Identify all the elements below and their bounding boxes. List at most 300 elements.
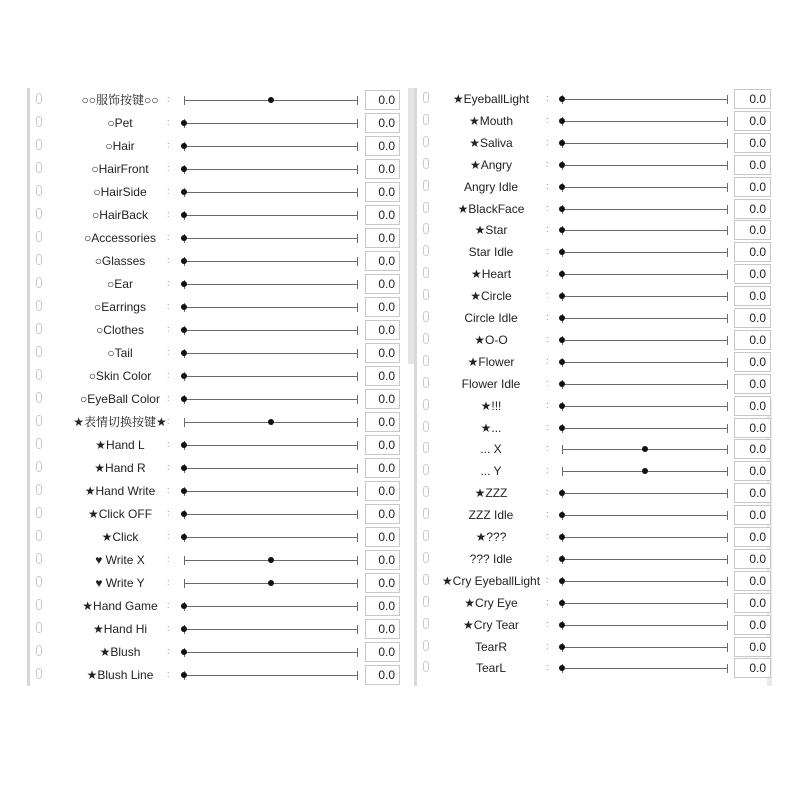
slider-track[interactable] xyxy=(184,146,358,147)
slider-max-tick xyxy=(727,336,728,345)
parameter-value-input[interactable]: 0.0 xyxy=(734,418,771,438)
slider-track[interactable] xyxy=(562,318,728,319)
parameter-value-input[interactable]: 0.0 xyxy=(734,308,771,328)
parameter-row xyxy=(30,595,411,617)
slider-knob[interactable] xyxy=(181,212,187,218)
slider-knob[interactable] xyxy=(559,359,565,365)
lock-icon[interactable] xyxy=(423,661,429,672)
lock-icon[interactable] xyxy=(36,300,42,311)
lock-icon[interactable] xyxy=(423,180,429,191)
lock-icon[interactable] xyxy=(423,355,429,366)
slider-track[interactable] xyxy=(562,647,728,648)
parameter-label: ♥ Write Y xyxy=(95,576,145,590)
parameter-value-input[interactable]: 0.0 xyxy=(365,228,400,248)
parameter-slider[interactable] xyxy=(562,110,728,132)
slider-track[interactable] xyxy=(562,143,728,144)
slider-knob[interactable] xyxy=(268,419,274,425)
lock-icon[interactable] xyxy=(36,507,42,518)
slider-knob[interactable] xyxy=(268,580,274,586)
parameter-slider[interactable] xyxy=(184,181,358,203)
slider-max-tick xyxy=(727,577,728,586)
slider-track[interactable] xyxy=(562,581,728,582)
lock-icon[interactable] xyxy=(423,552,429,563)
slider-track[interactable] xyxy=(184,514,358,515)
parameter-value-input[interactable]: 0.0 xyxy=(365,159,400,179)
slider-knob[interactable] xyxy=(268,557,274,563)
parameter-value-input[interactable]: 0.0 xyxy=(365,343,400,363)
slider-track[interactable] xyxy=(562,668,728,669)
slider-knob[interactable] xyxy=(268,97,274,103)
slider-knob[interactable] xyxy=(181,488,187,494)
parameter-value-input[interactable]: 0.0 xyxy=(365,389,400,409)
parameter-value-input[interactable]: 0.0 xyxy=(734,439,771,459)
lock-icon[interactable] xyxy=(36,162,42,173)
slider-max-tick xyxy=(727,183,728,192)
slider-knob[interactable] xyxy=(559,665,565,671)
parameter-value-input[interactable]: 0.0 xyxy=(734,133,771,153)
parameter-slider[interactable] xyxy=(562,88,728,110)
parameter-value-input[interactable]: 0.0 xyxy=(365,320,400,340)
parameter-slider[interactable] xyxy=(562,198,728,220)
lock-icon[interactable] xyxy=(423,202,429,213)
slider-track[interactable] xyxy=(184,399,358,400)
slider-track[interactable] xyxy=(562,406,728,407)
lock-icon[interactable] xyxy=(36,93,42,104)
slider-knob[interactable] xyxy=(559,556,565,562)
slider-knob[interactable] xyxy=(559,96,565,102)
slider-knob[interactable] xyxy=(181,189,187,195)
slider-track[interactable] xyxy=(184,376,358,377)
lock-icon[interactable] xyxy=(423,311,429,322)
parameter-slider[interactable] xyxy=(562,219,728,241)
parameter-value-input[interactable]: 0.0 xyxy=(734,286,771,306)
lock-icon[interactable] xyxy=(36,116,42,127)
parameter-value-input[interactable]: 0.0 xyxy=(365,504,400,524)
slider-knob[interactable] xyxy=(559,118,565,124)
parameter-slider[interactable] xyxy=(184,503,358,525)
lock-icon[interactable] xyxy=(36,645,42,656)
slider-knob[interactable] xyxy=(559,162,565,168)
parameter-value-input[interactable]: 0.0 xyxy=(365,435,400,455)
parameter-slider[interactable] xyxy=(184,135,358,157)
lock-icon[interactable] xyxy=(423,486,429,497)
slider-knob[interactable] xyxy=(181,465,187,471)
parameter-value-input[interactable]: 0.0 xyxy=(365,90,400,110)
slider-knob[interactable] xyxy=(559,622,565,628)
slider-knob[interactable] xyxy=(559,425,565,431)
lock-icon[interactable] xyxy=(423,92,429,103)
slider-track[interactable] xyxy=(184,468,358,469)
lock-icon[interactable] xyxy=(36,369,42,380)
parameter-value-input[interactable]: 0.0 xyxy=(365,274,400,294)
separator: : xyxy=(167,255,170,265)
slider-knob[interactable] xyxy=(559,227,565,233)
lock-icon[interactable] xyxy=(423,289,429,300)
slider-track[interactable] xyxy=(184,652,358,653)
parameter-value-input[interactable]: 0.0 xyxy=(365,458,400,478)
lock-icon[interactable] xyxy=(423,114,429,125)
parameter-slider[interactable] xyxy=(184,572,358,594)
lock-icon[interactable] xyxy=(36,438,42,449)
parameter-label: ★O-O xyxy=(474,332,508,347)
parameter-row xyxy=(30,503,411,525)
parameter-slider[interactable] xyxy=(562,373,728,395)
lock-icon[interactable] xyxy=(36,346,42,357)
parameter-value-input[interactable]: 0.0 xyxy=(734,615,771,635)
slider-track[interactable] xyxy=(562,187,728,188)
slider-track[interactable] xyxy=(562,625,728,626)
slider-knob[interactable] xyxy=(642,446,648,452)
slider-track[interactable] xyxy=(184,445,358,446)
parameter-slider[interactable] xyxy=(562,154,728,176)
slider-track[interactable] xyxy=(184,123,358,124)
parameter-slider[interactable] xyxy=(562,329,728,351)
parameter-value-input[interactable]: 0.0 xyxy=(734,111,771,131)
parameter-value-input[interactable]: 0.0 xyxy=(734,330,771,350)
lock-icon[interactable] xyxy=(36,576,42,587)
slider-knob[interactable] xyxy=(559,644,565,650)
slider-knob[interactable] xyxy=(181,396,187,402)
parameter-slider[interactable] xyxy=(184,296,358,318)
parameter-row xyxy=(30,158,411,180)
parameter-slider[interactable] xyxy=(184,250,358,272)
slider-track[interactable] xyxy=(184,675,358,676)
parameter-slider[interactable] xyxy=(562,657,728,679)
lock-icon[interactable] xyxy=(423,596,429,607)
parameter-slider[interactable] xyxy=(184,480,358,502)
slider-track[interactable] xyxy=(184,169,358,170)
slider-max-tick xyxy=(727,643,728,652)
parameter-value-input[interactable]: 0.0 xyxy=(734,637,771,657)
slider-knob[interactable] xyxy=(559,490,565,496)
parameter-value-input[interactable]: 0.0 xyxy=(734,396,771,416)
slider-knob[interactable] xyxy=(181,258,187,264)
slider-track[interactable] xyxy=(184,238,358,239)
parameter-value-input[interactable]: 0.0 xyxy=(734,505,771,525)
slider-knob[interactable] xyxy=(181,672,187,678)
parameter-value-input[interactable]: 0.0 xyxy=(734,483,771,503)
slider-knob[interactable] xyxy=(642,468,648,474)
slider-knob[interactable] xyxy=(181,626,187,632)
parameter-row xyxy=(417,395,770,417)
parameter-value-input[interactable]: 0.0 xyxy=(734,199,771,219)
parameter-value-input[interactable]: 0.0 xyxy=(734,177,771,197)
slider-min-tick xyxy=(184,418,185,427)
parameter-row xyxy=(30,388,411,410)
parameter-slider[interactable] xyxy=(562,176,728,198)
parameter-slider[interactable] xyxy=(184,411,358,433)
parameter-value-input[interactable]: 0.0 xyxy=(365,642,400,662)
parameter-row xyxy=(30,204,411,226)
parameter-slider[interactable] xyxy=(184,595,358,617)
slider-track[interactable] xyxy=(562,515,728,516)
slider-track[interactable] xyxy=(184,537,358,538)
lock-icon[interactable] xyxy=(423,158,429,169)
parameter-slider[interactable] xyxy=(184,89,358,111)
slider-track[interactable] xyxy=(184,629,358,630)
slider-track[interactable] xyxy=(562,274,728,275)
parameter-value-input[interactable]: 0.0 xyxy=(365,251,400,271)
parameter-slider[interactable] xyxy=(562,351,728,373)
parameter-slider[interactable] xyxy=(562,482,728,504)
slider-knob[interactable] xyxy=(559,381,565,387)
parameter-label: ★EyeballLight xyxy=(452,92,530,106)
parameter-label: ★Angry xyxy=(469,157,513,172)
slider-track[interactable] xyxy=(184,215,358,216)
slider-track[interactable] xyxy=(184,606,358,607)
parameter-slider[interactable] xyxy=(184,158,358,180)
slider-knob[interactable] xyxy=(559,512,565,518)
slider-track[interactable] xyxy=(562,99,728,100)
slider-knob[interactable] xyxy=(181,511,187,517)
parameter-slider[interactable] xyxy=(562,548,728,570)
lock-icon[interactable] xyxy=(36,231,42,242)
parameter-value-input[interactable]: 0.0 xyxy=(365,619,400,639)
lock-icon[interactable] xyxy=(423,574,429,585)
parameter-value-input[interactable]: 0.0 xyxy=(734,352,771,372)
parameter-label: ★Star xyxy=(474,223,508,238)
parameter-slider[interactable] xyxy=(562,395,728,417)
slider-knob[interactable] xyxy=(559,403,565,409)
slider-knob[interactable] xyxy=(181,603,187,609)
slider-track[interactable] xyxy=(562,537,728,538)
lock-icon[interactable] xyxy=(423,267,429,278)
slider-knob[interactable] xyxy=(559,271,565,277)
parameter-value-input[interactable]: 0.0 xyxy=(365,182,400,202)
slider-knob[interactable] xyxy=(181,120,187,126)
parameter-slider[interactable] xyxy=(562,285,728,307)
parameter-slider[interactable] xyxy=(562,417,728,439)
slider-track[interactable] xyxy=(562,493,728,494)
lock-icon[interactable] xyxy=(423,530,429,541)
parameter-slider[interactable] xyxy=(562,614,728,636)
slider-knob[interactable] xyxy=(181,143,187,149)
lock-icon[interactable] xyxy=(423,421,429,432)
parameter-slider[interactable] xyxy=(184,112,358,134)
lock-icon[interactable] xyxy=(36,139,42,150)
parameter-value-input[interactable]: 0.0 xyxy=(734,658,771,678)
parameter-slider[interactable] xyxy=(562,504,728,526)
slider-max-tick xyxy=(727,139,728,148)
parameter-slider[interactable] xyxy=(562,592,728,614)
slider-knob[interactable] xyxy=(559,140,565,146)
lock-icon[interactable] xyxy=(36,484,42,495)
slider-track[interactable] xyxy=(562,340,728,341)
parameter-value-input[interactable]: 0.0 xyxy=(365,665,400,685)
parameter-slider[interactable] xyxy=(562,460,728,482)
parameter-value-input[interactable]: 0.0 xyxy=(734,461,771,481)
parameter-row xyxy=(417,548,770,570)
lock-icon[interactable] xyxy=(423,223,429,234)
slider-knob[interactable] xyxy=(181,373,187,379)
separator: : xyxy=(167,186,170,196)
parameter-slider[interactable] xyxy=(184,227,358,249)
parameter-value-input[interactable]: 0.0 xyxy=(734,155,771,175)
parameter-value-input[interactable]: 0.0 xyxy=(365,205,400,225)
lock-icon[interactable] xyxy=(423,399,429,410)
parameter-value-input[interactable]: 0.0 xyxy=(734,374,771,394)
parameter-slider[interactable] xyxy=(184,273,358,295)
separator: : xyxy=(546,290,549,301)
parameter-value-input[interactable]: 0.0 xyxy=(365,366,400,386)
parameter-slider[interactable] xyxy=(184,319,358,341)
parameter-slider[interactable] xyxy=(562,132,728,154)
slider-track[interactable] xyxy=(562,209,728,210)
parameter-slider[interactable] xyxy=(184,204,358,226)
separator: : xyxy=(167,232,170,242)
parameter-slider[interactable] xyxy=(562,241,728,263)
lock-icon[interactable] xyxy=(36,599,42,610)
slider-track[interactable] xyxy=(562,559,728,560)
parameter-value-input[interactable]: 0.0 xyxy=(365,113,400,133)
slider-max-tick xyxy=(357,211,358,220)
slider-track[interactable] xyxy=(184,353,358,354)
slider-knob[interactable] xyxy=(181,235,187,241)
parameter-slider[interactable] xyxy=(184,641,358,663)
slider-knob[interactable] xyxy=(559,315,565,321)
slider-max-tick xyxy=(357,625,358,634)
lock-icon[interactable] xyxy=(423,377,429,388)
parameter-label: ★Hand L xyxy=(95,438,145,452)
parameter-slider[interactable] xyxy=(184,526,358,548)
parameter-slider[interactable] xyxy=(562,438,728,460)
slider-knob[interactable] xyxy=(559,578,565,584)
parameter-value-input[interactable]: 0.0 xyxy=(734,242,771,262)
lock-icon[interactable] xyxy=(423,442,429,453)
lock-icon[interactable] xyxy=(36,461,42,472)
parameter-slider[interactable] xyxy=(562,307,728,329)
parameter-value-input[interactable]: 0.0 xyxy=(734,89,771,109)
slider-knob[interactable] xyxy=(181,281,187,287)
parameter-label: ○HairSide xyxy=(93,185,147,199)
slider-track[interactable] xyxy=(184,284,358,285)
slider-knob[interactable] xyxy=(559,293,565,299)
parameter-value-input[interactable]: 0.0 xyxy=(365,573,400,593)
parameter-value-input[interactable]: 0.0 xyxy=(365,481,400,501)
slider-track[interactable] xyxy=(184,261,358,262)
lock-icon[interactable] xyxy=(423,333,429,344)
slider-track[interactable] xyxy=(562,121,728,122)
lock-icon[interactable] xyxy=(36,254,42,265)
parameter-value-input[interactable]: 0.0 xyxy=(734,549,771,569)
slider-track[interactable] xyxy=(562,230,728,231)
lock-icon[interactable] xyxy=(36,392,42,403)
separator: : xyxy=(546,93,549,103)
parameter-row xyxy=(30,526,411,548)
slider-track[interactable] xyxy=(562,296,728,297)
slider-knob[interactable] xyxy=(559,534,565,540)
slider-knob[interactable] xyxy=(559,206,565,212)
slider-track[interactable] xyxy=(562,384,728,385)
parameter-value-input[interactable]: 0.0 xyxy=(365,596,400,616)
parameter-value-input[interactable]: 0.0 xyxy=(365,550,400,570)
lock-icon[interactable] xyxy=(36,668,42,679)
separator: : xyxy=(546,224,549,235)
parameter-value-input[interactable]: 0.0 xyxy=(365,297,400,317)
lock-icon[interactable] xyxy=(36,185,42,196)
lock-icon[interactable] xyxy=(36,530,42,541)
parameter-row xyxy=(30,480,411,502)
slider-max-tick xyxy=(727,402,728,411)
slider-knob[interactable] xyxy=(559,600,565,606)
lock-icon[interactable] xyxy=(423,618,429,629)
parameter-value-input[interactable]: 0.0 xyxy=(734,527,771,547)
slider-knob[interactable] xyxy=(181,350,187,356)
slider-max-tick xyxy=(357,142,358,151)
slider-track[interactable] xyxy=(562,165,728,166)
slider-knob[interactable] xyxy=(181,327,187,333)
slider-knob[interactable] xyxy=(559,337,565,343)
parameter-slider[interactable] xyxy=(184,457,358,479)
slider-knob[interactable] xyxy=(181,649,187,655)
slider-track[interactable] xyxy=(562,362,728,363)
slider-knob[interactable] xyxy=(181,442,187,448)
parameter-slider[interactable] xyxy=(184,365,358,387)
lock-icon[interactable] xyxy=(423,464,429,475)
slider-max-tick xyxy=(357,165,358,174)
lock-icon[interactable] xyxy=(423,640,429,651)
parameter-value-input[interactable]: 0.0 xyxy=(365,136,400,156)
slider-knob[interactable] xyxy=(559,184,565,190)
slider-track[interactable] xyxy=(562,603,728,604)
parameter-slider[interactable] xyxy=(562,526,728,548)
parameter-slider[interactable] xyxy=(562,263,728,285)
lock-icon[interactable] xyxy=(423,508,429,519)
lock-icon[interactable] xyxy=(36,553,42,564)
slider-min-tick xyxy=(184,556,185,565)
slider-max-tick xyxy=(357,671,358,680)
slider-max-tick xyxy=(727,226,728,235)
parameter-value-input[interactable]: 0.0 xyxy=(734,220,771,240)
slider-track[interactable] xyxy=(562,428,728,429)
slider-knob[interactable] xyxy=(559,249,565,255)
separator: : xyxy=(546,158,549,169)
parameter-label: ... X xyxy=(480,442,502,457)
parameter-slider[interactable] xyxy=(184,388,358,410)
parameter-row xyxy=(417,307,770,329)
parameter-slider[interactable] xyxy=(562,570,728,592)
parameter-value-input[interactable]: 0.0 xyxy=(365,527,400,547)
parameter-slider[interactable] xyxy=(184,549,358,571)
slider-knob[interactable] xyxy=(181,166,187,172)
slider-track[interactable] xyxy=(184,491,358,492)
parameter-slider[interactable] xyxy=(184,434,358,456)
parameter-value-input[interactable]: 0.0 xyxy=(734,264,771,284)
lock-icon[interactable] xyxy=(36,323,42,334)
parameter-slider[interactable] xyxy=(562,636,728,658)
parameter-slider[interactable] xyxy=(184,664,358,686)
parameter-value-input[interactable]: 0.0 xyxy=(734,593,771,613)
parameter-value-input[interactable]: 0.0 xyxy=(734,571,771,591)
slider-max-tick xyxy=(727,270,728,279)
slider-track[interactable] xyxy=(184,330,358,331)
slider-knob[interactable] xyxy=(181,534,187,540)
lock-icon[interactable] xyxy=(36,208,42,219)
slider-knob[interactable] xyxy=(181,304,187,310)
lock-icon[interactable] xyxy=(36,415,42,426)
parameter-slider[interactable] xyxy=(184,618,358,640)
slider-track[interactable] xyxy=(184,307,358,308)
lock-icon[interactable] xyxy=(36,622,42,633)
slider-track[interactable] xyxy=(184,192,358,193)
parameter-value-input[interactable]: 0.0 xyxy=(365,412,400,432)
lock-icon[interactable] xyxy=(36,277,42,288)
parameter-slider[interactable] xyxy=(184,342,358,364)
lock-icon[interactable] xyxy=(423,245,429,256)
slider-track[interactable] xyxy=(562,252,728,253)
lock-icon[interactable] xyxy=(423,136,429,147)
parameter-row xyxy=(417,526,770,548)
